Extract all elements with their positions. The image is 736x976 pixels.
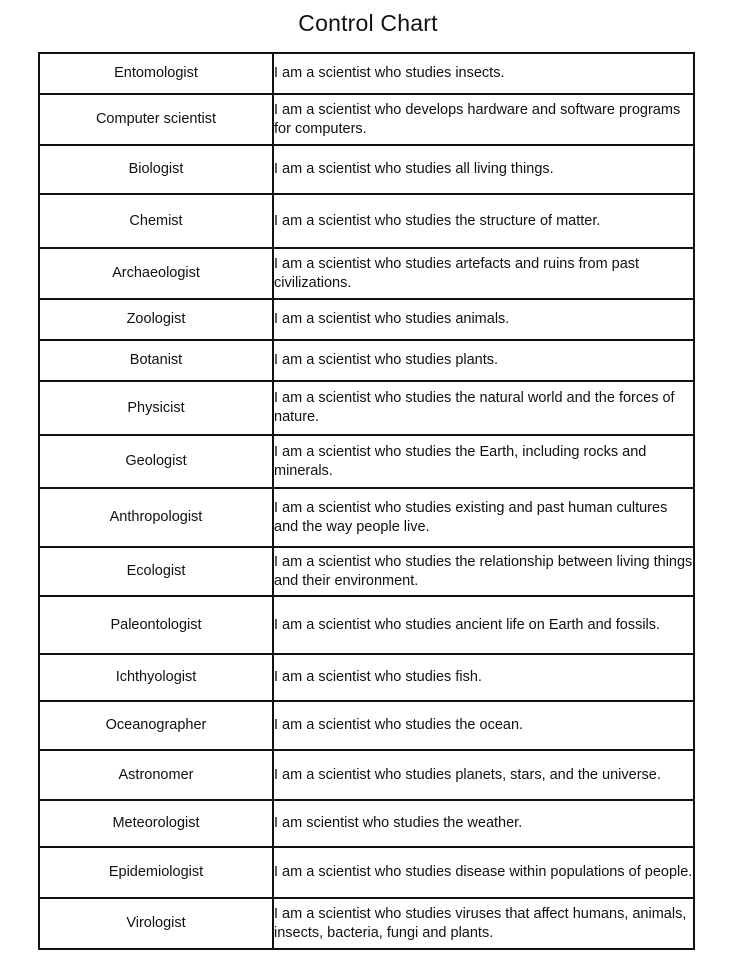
table-row <box>39 435 694 488</box>
scientist-term: Paleontologist <box>39 596 273 654</box>
scientist-term: Anthropologist <box>39 488 273 547</box>
scientist-term: Chemist <box>39 194 273 248</box>
scientist-term: Virologist <box>39 898 273 949</box>
scientist-term: Ecologist <box>39 547 273 596</box>
scientist-term: Entomologist <box>39 53 273 94</box>
scientist-definition: I am scientist who studies the weather. <box>273 800 694 847</box>
scientist-definition: I am a scientist who develops hardware and software programs for computers. <box>273 94 694 145</box>
scientist-definition: I am a scientist who studies viruses that affect humans, animals, insects, bacteria, fungi and plants. <box>273 898 694 949</box>
scientist-definition: I am a scientist who studies the structure of matter. <box>273 194 694 248</box>
table-row <box>39 800 694 847</box>
table-row <box>39 547 694 596</box>
scientist-term: Epidemiologist <box>39 847 273 898</box>
scientist-definition: I am a scientist who studies disease within populations of people. <box>273 847 694 898</box>
scientist-definition: I am a scientist who studies existing and past human cultures and the way people live. <box>273 488 694 547</box>
page-title: Control Chart <box>298 10 438 36</box>
scientist-term: Physicist <box>39 381 273 435</box>
table-row <box>39 898 694 949</box>
control-chart-table <box>38 52 695 950</box>
table-row <box>39 381 694 435</box>
scientist-definition: I am a scientist who studies the Earth, including rocks and minerals. <box>273 435 694 488</box>
table-row <box>39 299 694 340</box>
table-row <box>39 145 694 194</box>
table-row <box>39 94 694 145</box>
scientist-definition: I am a scientist who studies the ocean. <box>273 701 694 750</box>
scientist-definition: I am a scientist who studies the natural world and the forces of nature. <box>273 381 694 435</box>
table-row <box>39 654 694 701</box>
scientist-definition: I am a scientist who studies the relationship between living things and their environment. <box>273 547 694 596</box>
scientist-definition: I am a scientist who studies planets, stars, and the universe. <box>273 750 694 800</box>
scientist-term: Ichthyologist <box>39 654 273 701</box>
table-row <box>39 194 694 248</box>
scientist-definition: I am a scientist who studies ancient life on Earth and fossils. <box>273 596 694 654</box>
scientist-definition: I am a scientist who studies animals. <box>273 299 694 340</box>
table-row <box>39 340 694 381</box>
scientist-term: Botanist <box>39 340 273 381</box>
table-row <box>39 701 694 750</box>
table-row <box>39 488 694 547</box>
scientist-definition: I am a scientist who studies insects. <box>273 53 694 94</box>
scientist-term: Archaeologist <box>39 248 273 299</box>
table-row <box>39 53 694 94</box>
scientist-term: Computer scientist <box>39 94 273 145</box>
scientist-term: Astronomer <box>39 750 273 800</box>
scientist-definition: I am a scientist who studies fish. <box>273 654 694 701</box>
scientist-term: Biologist <box>39 145 273 194</box>
scientist-definition: I am a scientist who studies plants. <box>273 340 694 381</box>
scientist-term: Zoologist <box>39 299 273 340</box>
scientist-definition: I am a scientist who studies all living things. <box>273 145 694 194</box>
table-row <box>39 847 694 898</box>
table-row <box>39 750 694 800</box>
scientist-term: Meteorologist <box>39 800 273 847</box>
scientist-definition: I am a scientist who studies artefacts and ruins from past civilizations. <box>273 248 694 299</box>
table-row <box>39 596 694 654</box>
table-row <box>39 248 694 299</box>
scientist-term: Geologist <box>39 435 273 488</box>
scientist-term: Oceanographer <box>39 701 273 750</box>
